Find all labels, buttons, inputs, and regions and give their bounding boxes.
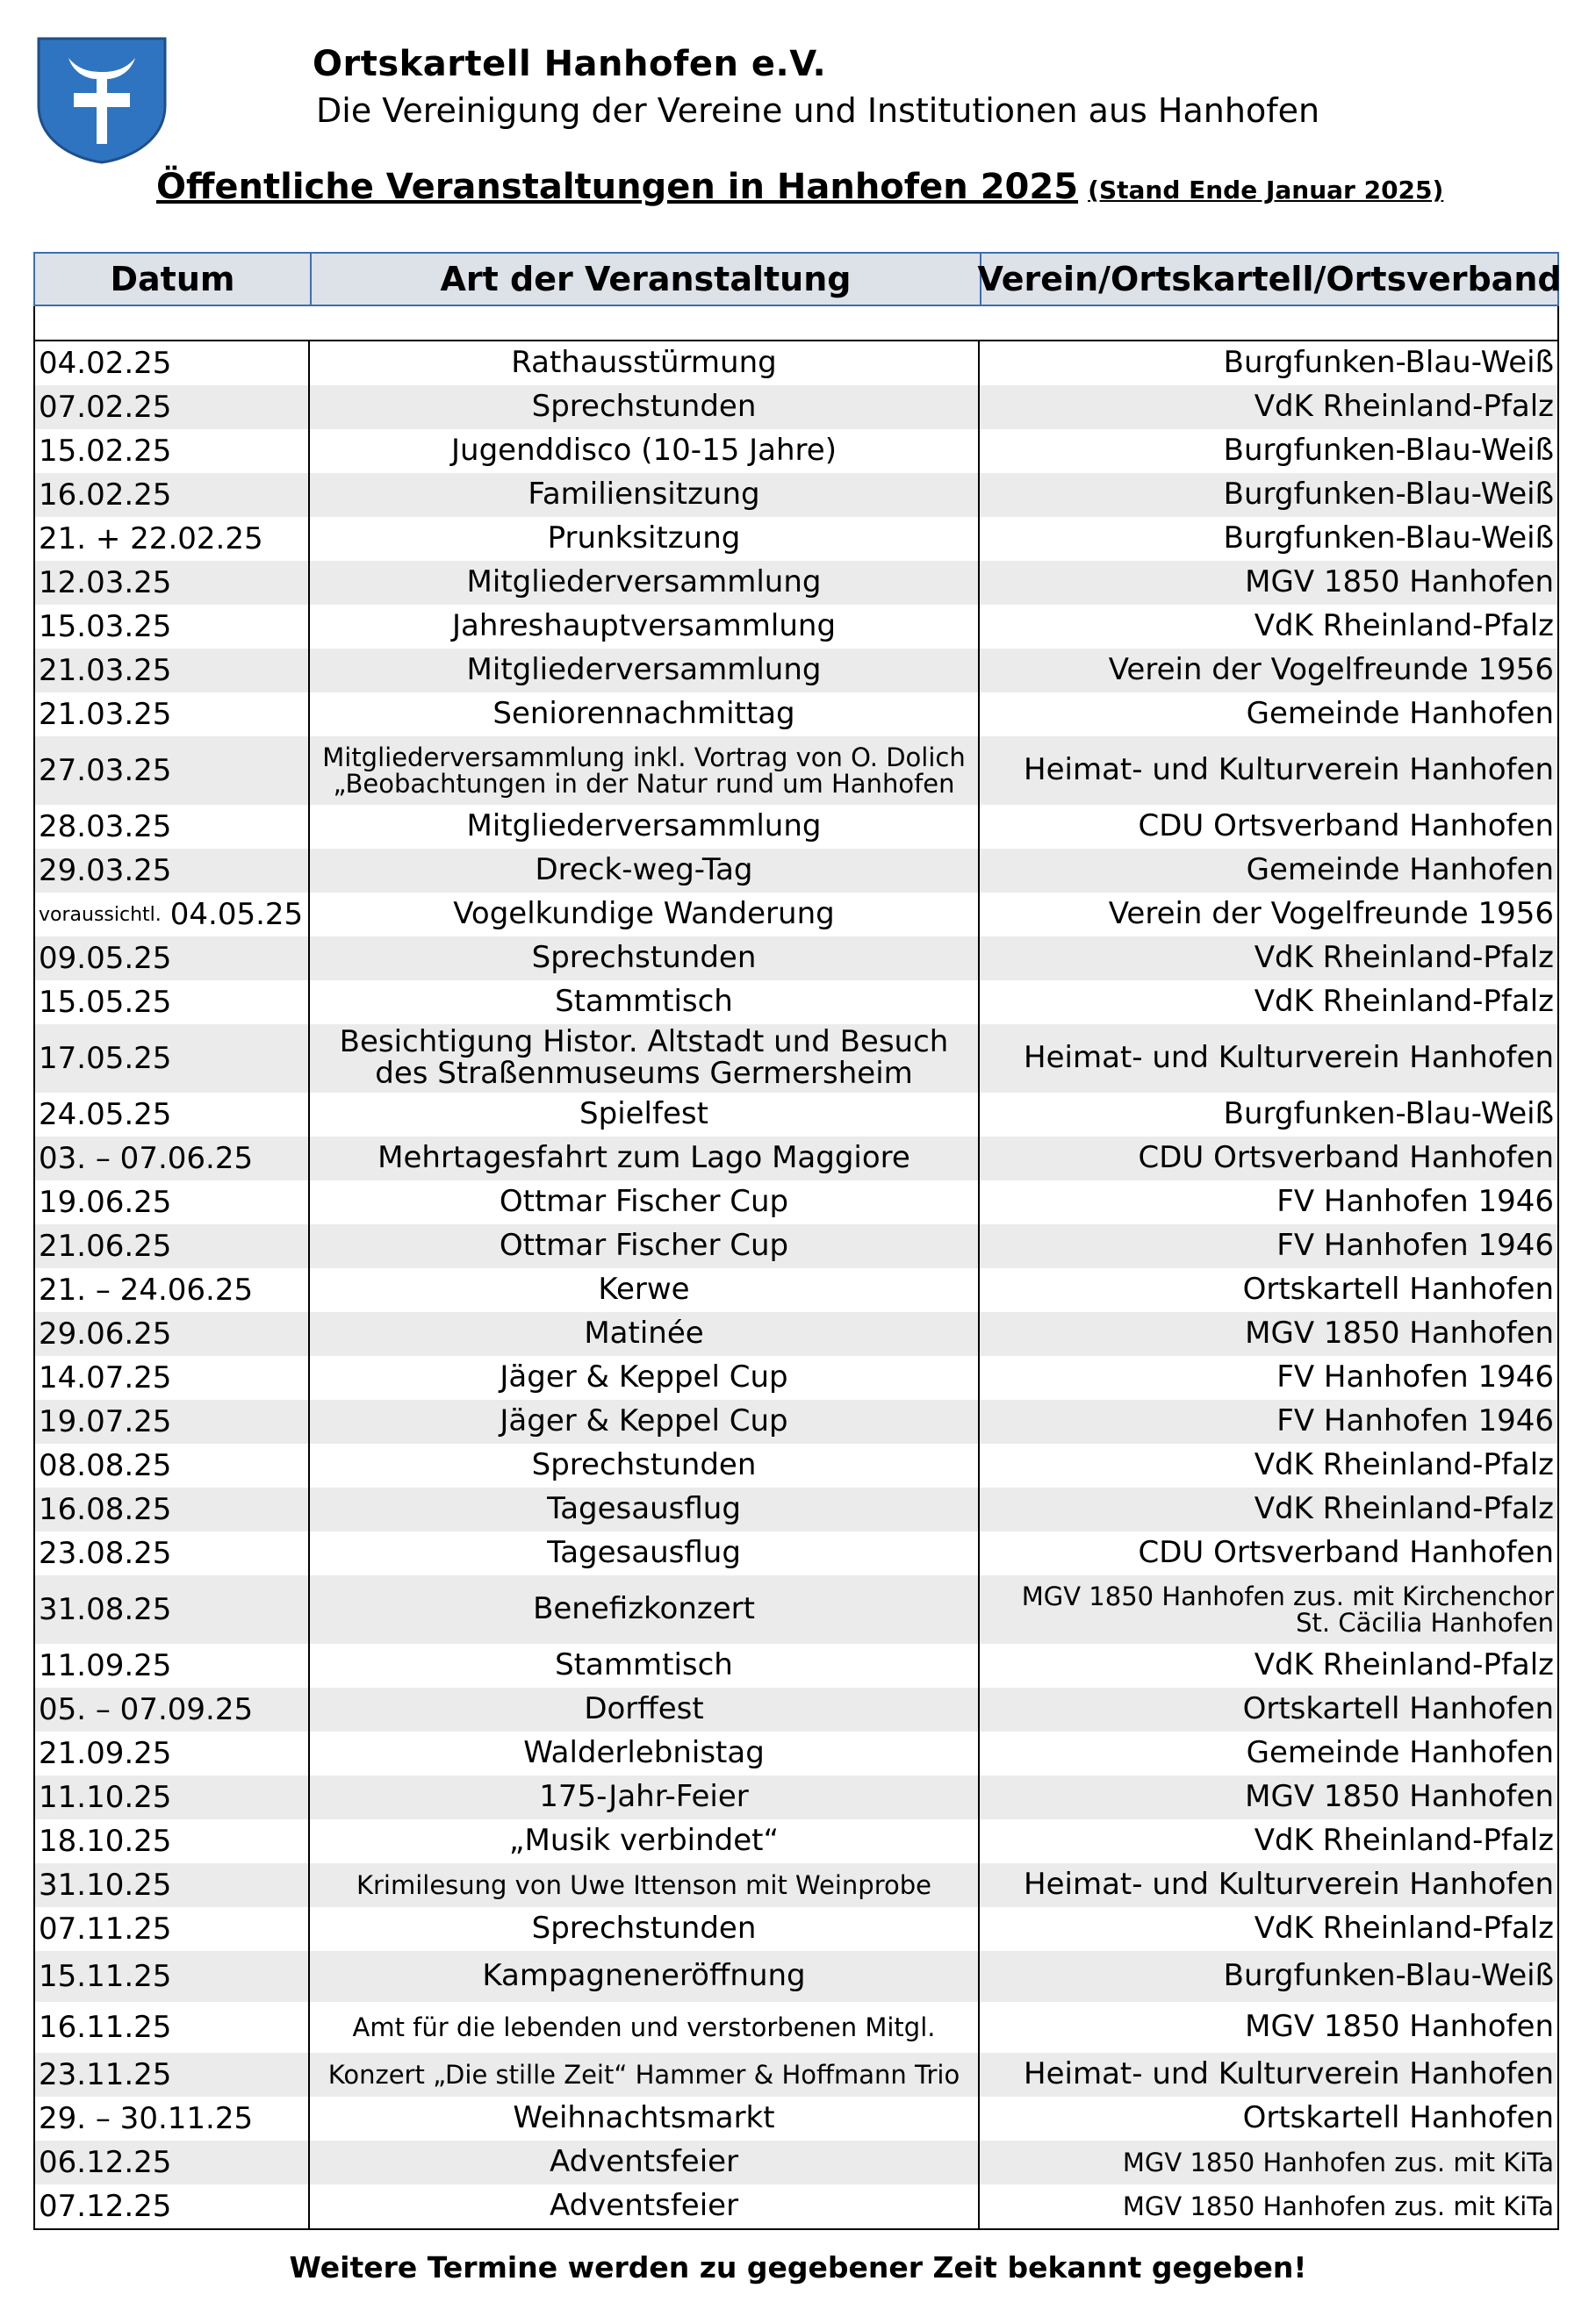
date-cell [35,2097,310,2141]
date-cell [35,936,310,980]
date-value: 31.08.25 [39,1592,172,1627]
table-row [35,429,1557,473]
organizer-cell: VdK Rheinland-Pfalz [1254,1647,1554,1683]
date-cell [35,1907,310,1951]
date-cell [35,1688,310,1732]
organizer-cell: Gemeinde Hanhofen [1246,696,1554,732]
table-row [35,1093,1557,1137]
date-cell [35,1400,310,1444]
table-row [35,2184,1557,2228]
table-row [35,1575,1557,1644]
date-cell [35,1819,310,1863]
date-value: 21.09.25 [39,1736,172,1771]
event-cell: Ottmar Fischer Cup [310,1224,980,1268]
table-row [35,341,1557,385]
organizer-cell: VdK Rheinland-Pfalz [1254,608,1554,644]
table-row [35,1268,1557,1312]
date-value: 04.02.25 [39,346,172,381]
date-value: 15.05.25 [39,985,172,1020]
event-cell: Mehrtagesfahrt zum Lago Maggiore [310,1137,980,1180]
date-value: 08.08.25 [39,1448,172,1483]
date-value: 07.12.25 [39,2189,172,2224]
event-cell: Sprechstunden [310,1907,980,1951]
organizer-cell: CDU Ortsverband Hanhofen [1138,808,1554,844]
date-cell [35,980,310,1024]
date-value: 16.11.25 [39,2010,172,2045]
event-cell: Jahreshauptversammlung [310,605,980,649]
date-cell [35,849,310,893]
organizer-cell: Burgfunken-Blau-Weiß [1223,433,1554,469]
table-row [35,561,1557,605]
event-cell: Stammtisch [310,980,980,1024]
organizer-cell: MGV 1850 Hanhofen [1245,564,1554,600]
date-value: 21.06.25 [39,1229,172,1264]
organizer-cell: MGV 1850 Hanhofen [1245,2009,1554,2045]
table-row [35,473,1557,517]
event-cell: Krimilesung von Uwe Ittenson mit Weinprobe [310,1863,980,1907]
event-cell: Dorffest [310,1688,980,1732]
date-cell [35,1951,310,2002]
date-value: 29.03.25 [39,853,172,888]
organizer-cell: VdK Rheinland-Pfalz [1254,940,1554,976]
hanhofen-coat-of-arms-icon [35,35,169,165]
date-value: 07.02.25 [39,390,172,425]
date-value: 15.02.25 [39,434,172,469]
organizer-cell: Burgfunken-Blau-Weiß [1223,345,1554,381]
table-row [35,2097,1557,2141]
event-cell: Mitgliederversammlung [310,805,980,849]
organizer-cell: VdK Rheinland-Pfalz [1254,984,1554,1020]
event-cell: Vogelkundige Wanderung [310,893,980,936]
event-cell: Walderlebnistag [310,1732,980,1775]
date-value: 19.07.25 [39,1404,172,1439]
date-cell [35,1224,310,1268]
table-row [35,936,1557,980]
date-value: 18.10.25 [39,1824,172,1859]
table-row [35,2141,1557,2184]
table-row [35,849,1557,893]
organizer-cell: MGV 1850 Hanhofen zus. mit KiTa [1122,2147,1554,2177]
organizer-cell: MGV 1850 Hanhofen zus. mit KiTa [1122,2191,1554,2221]
table-row [35,805,1557,849]
date-value: 17.05.25 [39,1041,172,1076]
event-cell: Konzert „Die stille Zeit“ Hammer & Hoffmann Trio [310,2053,980,2097]
table-row [35,385,1557,429]
table-row [35,1137,1557,1180]
table-row [35,1400,1557,1444]
date-cell [35,736,310,805]
date-cell [35,2184,310,2228]
table-body [33,341,1559,2230]
date-value: 23.11.25 [39,2057,172,2092]
date-value: 21.03.25 [39,653,172,688]
date-value: 12.03.25 [39,565,172,600]
table-row [35,1644,1557,1688]
table-row [35,1531,1557,1575]
event-cell: Sprechstunden [310,936,980,980]
table-row [35,980,1557,1024]
date-cell [35,1093,310,1137]
organizer-cell: VdK Rheinland-Pfalz [1254,1447,1554,1483]
organizer-cell: VdK Rheinland-Pfalz [1254,1911,1554,1947]
date-value: 09.05.25 [39,941,172,976]
date-cell [35,805,310,849]
table-row [35,1951,1557,2002]
event-cell: Jäger & Keppel Cup [310,1400,980,1444]
date-value: 07.11.25 [39,1912,172,1947]
table-row [35,1907,1557,1951]
date-value: 29.06.25 [39,1316,172,1352]
organizer-cell: Ortskartell Hanhofen [1242,1272,1554,1308]
table-row [35,1863,1557,1907]
table-row [35,1688,1557,1732]
date-cell [35,385,310,429]
event-cell: Adventsfeier [310,2184,980,2228]
event-cell: Mitgliederversammlung [310,561,980,605]
table-row [35,1444,1557,1488]
event-cell: Sprechstunden [310,1444,980,1488]
date-cell [35,1444,310,1488]
date-value: 29. – 30.11.25 [39,2101,254,2136]
organizer-cell: Verein der Vogelfreunde 1956 [1108,652,1554,688]
date-cell [35,1732,310,1775]
date-cell [35,1312,310,1356]
date-cell [35,1863,310,1907]
date-value: 27.03.25 [39,753,172,788]
date-value: 15.11.25 [39,1959,172,1994]
date-cell [35,1531,310,1575]
event-cell: Adventsfeier [310,2141,980,2184]
table-row [35,1819,1557,1863]
organizer-cell: Ortskartell Hanhofen [1242,1691,1554,1727]
date-cell [35,605,310,649]
date-cell [35,341,310,385]
column-header-organizer: Verein/Ortskartell/Ortsverband [980,254,1557,305]
date-cell [35,517,310,561]
event-cell: Mitgliederversammlung [310,649,980,692]
date-value: 31.10.25 [39,1868,172,1903]
organizer-cell: Burgfunken-Blau-Weiß [1223,477,1554,513]
organizer-cell: MGV 1850 Hanhofen [1245,1779,1554,1815]
org-subtitle: Die Vereinigung der Vereine und Institutionen aus Hanhofen [316,91,1320,130]
event-cell: Seniorennachmittag [310,692,980,736]
event-cell: Kerwe [310,1268,980,1312]
organizer-cell: Burgfunken-Blau-Weiß [1223,520,1554,556]
date-cell [35,1180,310,1224]
organizer-cell: FV Hanhofen 1946 [1276,1403,1554,1439]
date-value: 11.09.25 [39,1648,172,1683]
date-value: 28.03.25 [39,809,172,844]
page-title-line [156,167,1443,207]
date-cell [35,1268,310,1312]
date-cell [35,1644,310,1688]
date-prefix: voraussichtl. [39,903,162,926]
organizer-cell: CDU Ortsverband Hanhofen [1138,1140,1554,1176]
table-spacer-row [33,306,1559,341]
column-header-date: Datum [110,260,235,298]
date-cell [35,1024,310,1093]
organizer-cell: Burgfunken-Blau-Weiß [1223,1096,1554,1132]
date-value: 03. – 07.06.25 [39,1141,254,1176]
event-cell: Tagesausflug [310,1531,980,1575]
date-cell [35,2002,310,2053]
organizer-cell: CDU Ortsverband Hanhofen [1138,1535,1554,1571]
table-row [35,605,1557,649]
status-date: (Stand Ende Januar 2025) [1088,176,1444,204]
event-cell: Weihnachtsmarkt [310,2097,980,2141]
date-cell [35,1775,310,1819]
organizer-cell: Gemeinde Hanhofen [1246,1735,1554,1771]
table-row [35,1312,1557,1356]
event-cell: Rathausstürmung [310,341,980,385]
table-row [35,1732,1557,1775]
date-value: 21.03.25 [39,697,172,732]
organizer-cell: FV Hanhofen 1946 [1276,1184,1554,1220]
event-cell: Familiensitzung [310,473,980,517]
event-cell: Sprechstunden [310,385,980,429]
date-value: 23.08.25 [39,1536,172,1571]
date-value: 14.07.25 [39,1360,172,1395]
event-cell: Amt für die lebenden und verstorbenen Mitgl. [310,2002,980,2053]
organizer-cell: Heimat- und Kulturverein Hanhofen [1024,1040,1554,1076]
date-cell [35,1137,310,1180]
event-cell: Spielfest [310,1093,980,1137]
date-cell [35,649,310,692]
organizer-cell: Heimat- und Kulturverein Hanhofen [1024,1867,1554,1903]
date-cell [35,692,310,736]
date-value: 11.10.25 [39,1780,172,1815]
event-cell: Jugenddisco (10-15 Jahre) [310,429,980,473]
event-cell: Ottmar Fischer Cup [310,1180,980,1224]
table-row [35,517,1557,561]
table-row [35,2053,1557,2097]
footer-note: Weitere Termine werden zu gegebener Zeit bekannt gegeben! [289,2250,1307,2285]
table-row [35,1356,1557,1400]
event-cell: Matinée [310,1312,980,1356]
table-row [35,2002,1557,2053]
organizer-cell: FV Hanhofen 1946 [1276,1228,1554,1264]
event-cell: „Musik verbindet“ [310,1819,980,1863]
date-value: 16.08.25 [39,1492,172,1527]
event-cell: 175-Jahr-Feier [310,1775,980,1819]
date-value: 21. + 22.02.25 [39,521,263,556]
date-cell [35,1575,310,1644]
organizer-cell: VdK Rheinland-Pfalz [1254,389,1554,425]
table-row [35,1224,1557,1268]
events-table [33,252,1562,2230]
organizer-cell: Ortskartell Hanhofen [1242,2100,1554,2136]
date-cell [35,1356,310,1400]
table-row [35,692,1557,736]
organizer-cell: VdK Rheinland-Pfalz [1254,1823,1554,1859]
date-cell [35,473,310,517]
table-row [35,649,1557,692]
organizer-cell: Burgfunken-Blau-Weiß [1223,1958,1554,1994]
organizer-cell: VdK Rheinland-Pfalz [1254,1491,1554,1527]
date-value: 04.05.25 [169,897,304,932]
date-value: 21. – 24.06.25 [39,1273,254,1308]
date-cell [35,2053,310,2097]
table-row [35,736,1557,805]
date-value: 15.03.25 [39,609,172,644]
event-cell: Tagesausflug [310,1488,980,1531]
page-title: Öffentliche Veranstaltungen in Hanhofen 2025 [156,167,1079,207]
event-cell: Besichtigung Histor. Altstadt und Besuch des Straßenmuseums Germersheim [310,1024,980,1093]
event-cell: Dreck-weg-Tag [310,849,980,893]
date-cell [35,429,310,473]
organizer-cell: Heimat- und Kulturverein Hanhofen [1024,2056,1554,2092]
date-value: 19.06.25 [39,1185,172,1220]
column-header-event: Art der Veranstaltung [310,254,980,305]
organizer-cell: Gemeinde Hanhofen [1246,852,1554,888]
table-row [35,1488,1557,1531]
date-cell [35,1488,310,1531]
event-cell: Benefizkonzert [310,1575,980,1644]
org-name: Ortskartell Hanhofen e.V. [313,44,827,84]
event-cell: Kampagneneröffnung [310,1951,980,2002]
date-value: 06.12.25 [39,2145,172,2180]
table-row [35,1180,1557,1224]
date-value: 24.05.25 [39,1097,172,1132]
date-value: 16.02.25 [39,477,172,513]
event-cell: Jäger & Keppel Cup [310,1356,980,1400]
date-value: 05. – 07.09.25 [39,1692,254,1727]
organizer-cell: MGV 1850 Hanhofen zus. mit Kirchenchor St. Cäcilia Hanhofen [1021,1581,1554,1638]
date-cell [35,2141,310,2184]
organizer-cell: MGV 1850 Hanhofen [1245,1316,1554,1352]
table-row [35,1024,1557,1093]
organizer-cell: Heimat- und Kulturverein Hanhofen [1024,752,1554,788]
table-header [33,252,1562,306]
event-cell: Prunksitzung [310,517,980,561]
date-cell [35,561,310,605]
table-row [35,893,1557,936]
date-cell [35,893,310,936]
table-row [35,1775,1557,1819]
organizer-cell: Verein der Vogelfreunde 1956 [1108,896,1554,932]
event-cell: Mitgliederversammlung inkl. Vortrag von O. Dolich „Beobachtungen in der Natur rund um Hanhofen [310,736,980,805]
organizer-cell: FV Hanhofen 1946 [1276,1359,1554,1395]
event-cell: Stammtisch [310,1644,980,1688]
